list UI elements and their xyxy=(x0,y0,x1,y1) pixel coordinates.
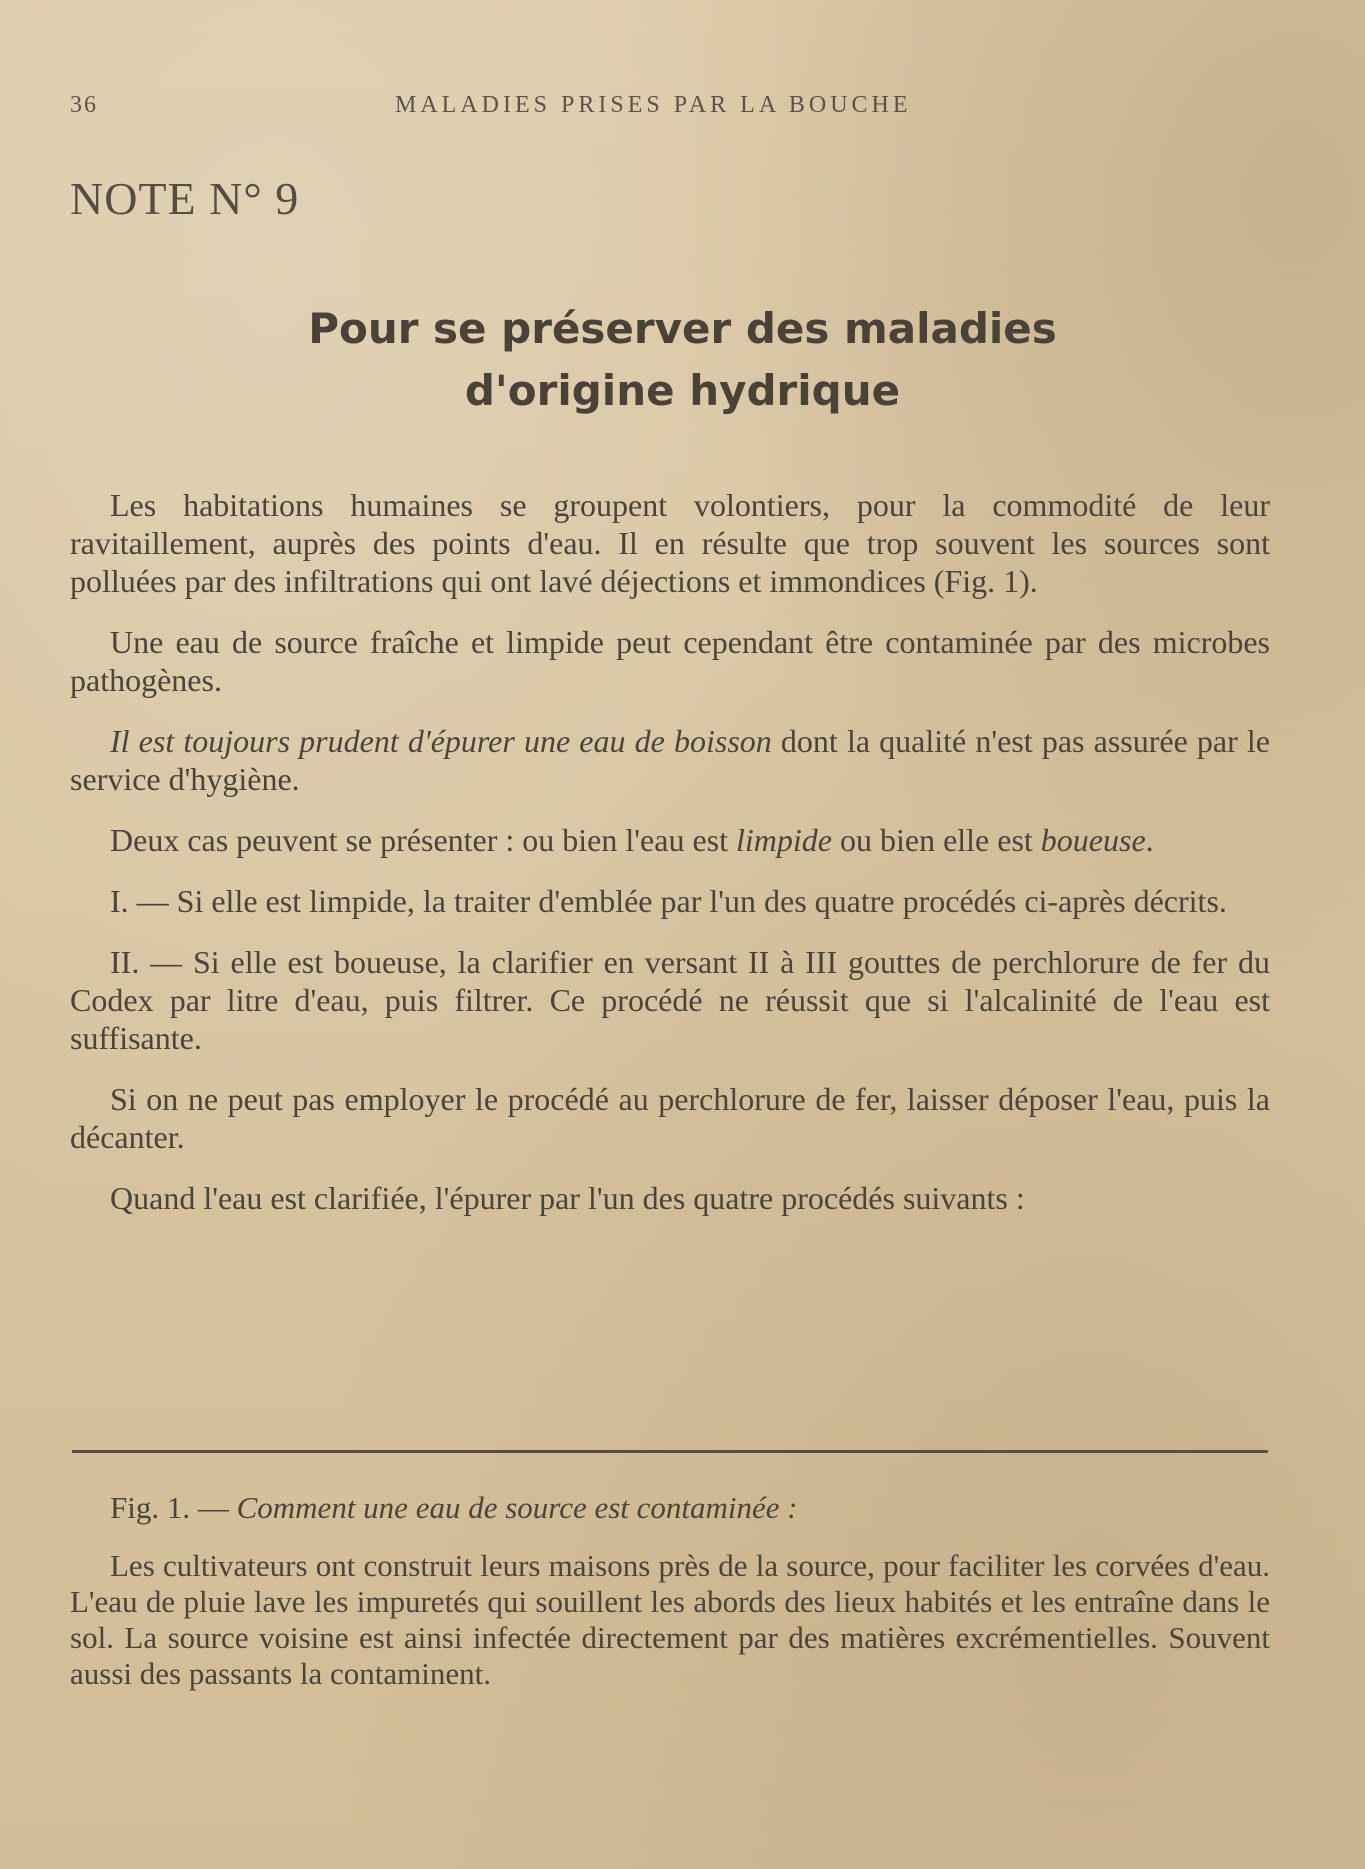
paragraph-4-part-a: Deux cas peuvent se présenter : ou bien l'eau est xyxy=(110,822,736,858)
note-label: NOTE N° 9 xyxy=(70,173,300,224)
figure-caption-title: Comment une eau de source est contaminée : xyxy=(236,1490,798,1525)
paragraph-2: Une eau de source fraîche et limpide peut cependant être contaminée par des microbes pathogènes. xyxy=(70,624,1270,698)
paragraph-3 xyxy=(70,722,1270,798)
paragraph-4-part-b: ou bien elle est xyxy=(831,822,1041,858)
paragraph-6: II. — Si elle est boueuse, la clarifier en versant II à III gouttes de perchlorure de fer du Codex par litre d'eau, puis filtrer. Ce procédé ne réussit que si l'alcalinité de l'eau est suffisante. xyxy=(70,944,1270,1056)
paragraph-4 xyxy=(70,821,1270,859)
title-line-2: d'origine hydrique xyxy=(464,366,901,415)
body-text xyxy=(70,486,1270,1240)
figure-description: Les cultivateurs ont construit leurs maisons près de la source, pour faciliter les corvées d'eau. L'eau de pluie lave les impuretés qui souillent les abords des lieux habités et les entraîne dans le sol. La source voisine est ainsi infectée directement par des matières excrémentielles. Souvent aussi des passants la contaminent. xyxy=(70,1548,1270,1691)
paragraph-3-rest: dont la qualité n'est pas assurée par le service d'hygiène. xyxy=(70,723,1271,797)
paragraph-7: Si on ne peut pas employer le procédé au perchlorure de fer, laisser déposer l'eau, puis la décanter. xyxy=(70,1081,1270,1155)
paragraph-4-emphasis-boueuse: boueuse xyxy=(1040,822,1146,858)
figure-caption-label: Fig. 1. — xyxy=(110,1490,237,1525)
figure-caption xyxy=(110,1490,1270,1526)
figure-note xyxy=(70,1490,1270,1692)
page-header xyxy=(70,92,1301,122)
paragraph-4-emphasis-limpide: limpide xyxy=(735,822,832,858)
section-divider xyxy=(72,1450,1268,1453)
paragraph-5: I. — Si elle est limpide, la traiter d'emblée par l'un des quatre procédés ci-après décrits. xyxy=(110,883,1227,919)
paragraph-1: Les habitations humaines se groupent volontiers, pour la commodité de leur ravitaillement, auprès des points d'eau. Il en résulte que trop souvent les sources sont polluées par des infiltrations qui ont lavé déjections et immondices (Fig. 1). xyxy=(70,487,1270,599)
paragraph-8: Quand l'eau est clarifiée, l'épurer par l'un des quatre procédés suivants : xyxy=(110,1180,1025,1216)
running-head: MALADIES PRISES PAR LA BOUCHE xyxy=(395,92,912,118)
page-number: 36 xyxy=(70,92,98,118)
paragraph-3-emphasis: Il est toujours prudent d'épurer une eau de boisson xyxy=(110,723,772,759)
paragraph-4-part-c: . xyxy=(1145,822,1154,858)
title-line-1: Pour se préserver des maladies xyxy=(308,304,1057,353)
page-title xyxy=(0,298,1365,422)
